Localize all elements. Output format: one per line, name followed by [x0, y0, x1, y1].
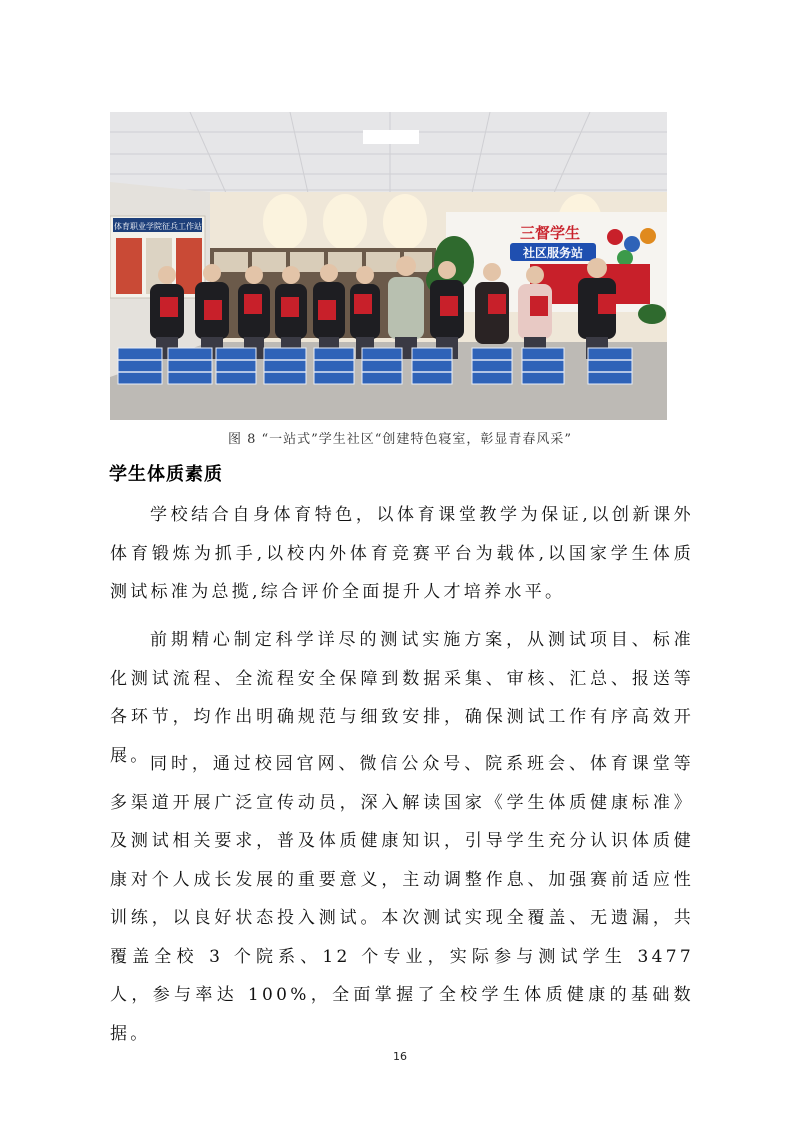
group-photo-illustration [110, 112, 667, 420]
service-station-subtitle: 社区服务站 [522, 246, 584, 260]
page-number: 16 [393, 1050, 407, 1063]
body-paragraph: 同时，通过校园官网、微信公众号、院系班会、体育课堂等多渠道开展广泛宣传动员，深入解读国家《学生体质健康标准》及测试相关要求，普及体质健康知识，引导学生充分认识体质健康对个人成长发展的重要意义，主动调整作息、加强赛前适应性训练，以良好状态投入测试。本次测试实现全覆盖、无遗漏，共覆盖全校 3 个院系、12 个专业，实际参与测试学生 3477 人，参与率达 100%，全面掌握了全校学生体质健康的基础数据。 [110, 754, 694, 1044]
figure-photo [110, 112, 667, 420]
body-paragraph: 前期精心制定科学详尽的测试实施方案，从测试项目、标准化测试流程、全流程安全保障到数据采集、审核、汇总、报送等各环节，均作出明确规范与细致安排，确保测试工作有序高效开展。 [110, 630, 694, 766]
body-paragraph: 学校结合自身体育特色，以体育课堂教学为保证,以创新课外体育锻炼为抓手,以校内外体育竞赛平台为载体,以国家学生体质测试标准为总揽,综合评价全面提升人才培养水平。 [110, 505, 694, 602]
figure-caption: 图 8 “一站式”学生社区“创建特色寝室，彰显青春风采” [227, 432, 573, 447]
left-wall-sign: 体育职业学院征兵工作站 [114, 222, 202, 231]
ceiling-light [363, 130, 419, 144]
prize-boxes [118, 348, 632, 384]
service-station-title: 三督学生 [520, 224, 581, 242]
section-heading: 学生体质素质 [109, 464, 223, 485]
